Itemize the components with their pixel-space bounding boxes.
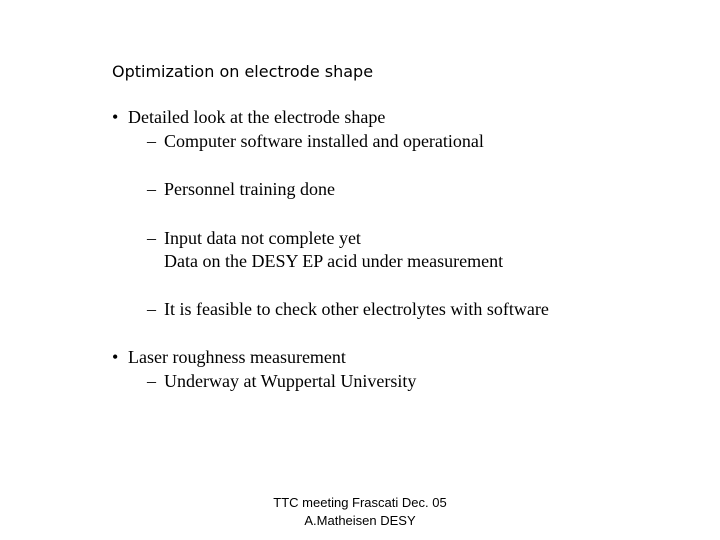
sub-bullet-text: Computer software installed and operational <box>164 131 484 151</box>
bullet-mark: • <box>112 107 119 127</box>
slide-title: Optimization on electrode shape <box>112 62 374 81</box>
dash-mark: – <box>147 228 156 248</box>
dash-mark: – <box>147 299 156 319</box>
dash-mark: – <box>147 131 156 151</box>
footer-author: A.Matheisen DESY <box>304 513 416 528</box>
bullet-text: Detailed look at the electrode shape <box>128 107 386 127</box>
sub-bullet-text: Personnel training done <box>164 179 335 199</box>
bullet-text: Laser roughness measurement <box>128 347 346 367</box>
sub-bullet-continuation: Data on the DESY EP acid under measurement <box>164 251 504 271</box>
sub-bullet-text: Underway at Wuppertal University <box>164 371 417 391</box>
slide-footer <box>230 494 490 530</box>
dash-mark: – <box>147 179 156 199</box>
sub-bullet-text: Input data not complete yet <box>164 228 361 248</box>
sub-bullet-text: It is feasible to check other electrolytes with software <box>164 299 549 319</box>
bullet-mark: • <box>112 347 119 367</box>
footer-meeting: TTC meeting Frascati Dec. 05 <box>273 495 447 510</box>
dash-mark: – <box>147 371 156 391</box>
